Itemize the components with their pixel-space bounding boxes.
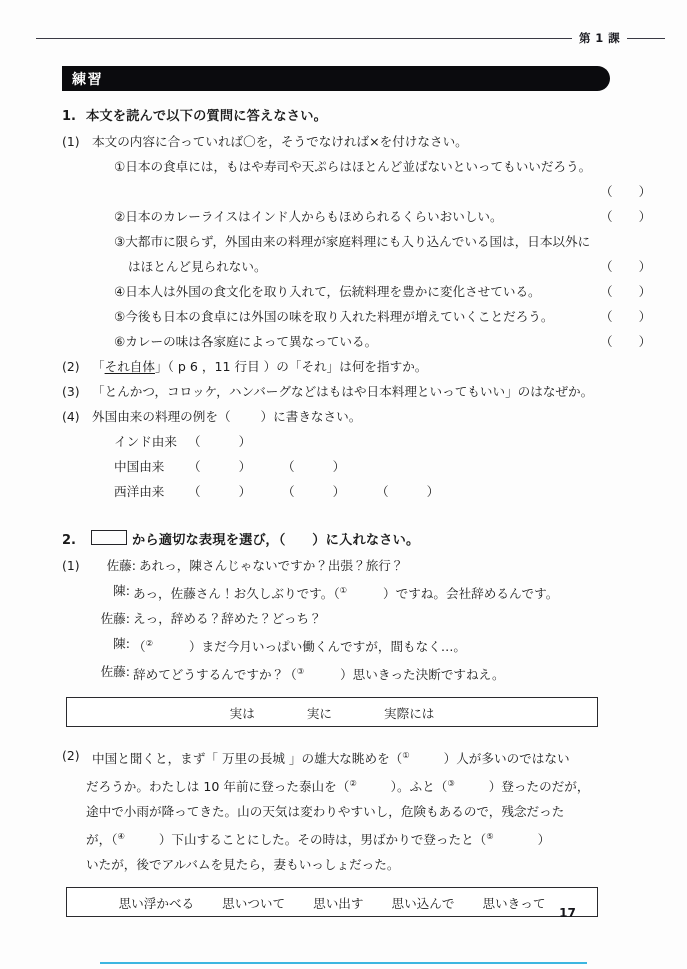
example-label: 中国由来: [114, 459, 165, 474]
dialogue-text: えっ，辞める？辞めた？どっち？: [133, 611, 322, 626]
example-blank[interactable]: （ ）: [188, 459, 252, 474]
header-rule-left: [36, 38, 572, 39]
statement-text: 日本人は外国の食文化を取り入れて，伝統料理を豊かに変化させている。: [125, 284, 541, 299]
text-seg: ）。ふと（: [390, 779, 448, 794]
word-bank-option[interactable]: 思い込んで: [391, 895, 455, 911]
text-seg: ）下山することにした。その時は，男ばかりで登ったと（: [158, 832, 487, 847]
answer-blank[interactable]: （ ）: [600, 209, 652, 224]
paragraph-line: [86, 771, 589, 799]
answer-blank[interactable]: （ ）: [600, 309, 652, 324]
statement-marker: ②: [114, 209, 126, 224]
dialogue-text-before: （: [133, 639, 146, 654]
statement-text: 大都市に限らず，外国由来の料理が家庭料理にも入り込んでいる国は，日本以外に: [125, 234, 591, 249]
section1-number: 1.: [62, 109, 76, 124]
example-blank[interactable]: （ ）: [282, 484, 346, 499]
section1-item-1-prompt: [62, 129, 662, 154]
dialogue-text-after: ）思いきった決断ですねえ。: [340, 667, 505, 682]
dialogue-text-before: 辞めてどうするんですか？（: [133, 667, 297, 682]
dialogue-text: [133, 631, 466, 659]
section-banner: [62, 66, 610, 91]
section2-heading-text: [86, 528, 419, 553]
statement-marker: ④: [114, 284, 126, 299]
section1-item-4: [62, 404, 662, 429]
example-blank[interactable]: （ ）: [282, 459, 346, 474]
dialogue-speaker: 陳:: [113, 636, 130, 651]
page-footer: [0, 906, 687, 920]
running-head: [36, 30, 665, 46]
dialogue-row: [62, 578, 662, 606]
header-rule-right: [627, 38, 665, 39]
dialogue-speaker: 佐藤:: [100, 611, 130, 626]
word-bank-option[interactable]: 思いついて: [222, 895, 286, 911]
spacer: [62, 731, 662, 743]
item-number: (2): [62, 748, 80, 763]
item-number: (2): [62, 359, 80, 374]
dialogue-speaker: 佐藤:: [106, 558, 136, 573]
example-row-china: [62, 454, 662, 479]
section1-heading: [62, 104, 662, 129]
example-row-western: [62, 479, 662, 504]
bottom-accent-rule: [100, 962, 587, 964]
statement-text: カレーの味は各家庭によって異なっている。: [125, 334, 378, 349]
statement-row: [62, 204, 662, 229]
section1-heading-text: 本文を読んで以下の質問に答えなさい。: [86, 109, 327, 124]
blank-marker: ③: [296, 666, 305, 676]
word-bank-option[interactable]: 実は: [229, 705, 255, 721]
text-seg: ）: [537, 832, 551, 847]
paragraph-row: [62, 799, 662, 824]
page-body: [62, 104, 662, 921]
statement-marker: ⑤: [114, 309, 126, 324]
paragraph-line: [92, 743, 570, 771]
answer-blank[interactable]: （ ）: [600, 334, 652, 349]
item-text: [92, 404, 361, 429]
statement-row: [62, 279, 662, 304]
statement-text-cont: はほとんど見られない。: [128, 259, 267, 274]
statement-text: 今後も日本の食卓には外国の味を取り入れた料理が増えていくことだろう。: [125, 309, 554, 324]
answer-blank[interactable]: （ ）: [600, 259, 652, 274]
paragraph-line: いたが，後でアルバムを見たら，妻もいっしょだった。: [86, 857, 400, 872]
paragraph-row: [62, 771, 662, 799]
underlined-phrase: それ自体: [104, 359, 155, 374]
item-text-after: ）に書きなさい。: [260, 409, 362, 424]
blank-marker: ⑤: [486, 831, 494, 841]
choice-box-icon: [91, 530, 127, 545]
lesson-label: 第 1 課: [578, 31, 620, 45]
blank-marker: ③: [447, 778, 455, 788]
paragraph-line: 途中で小雨が降ってきた。山の天気は変わりやすいし，危険もあるので，残念だった: [86, 804, 565, 819]
item-number: (1): [62, 558, 80, 573]
item-text-rest: 」（ p 6 ，11 行目 ）の「それ」は何を指すか。: [154, 359, 428, 374]
example-row-india: [62, 429, 662, 454]
example-blank[interactable]: （ ）: [188, 484, 252, 499]
section2-heading: [62, 528, 662, 553]
section2-item-1: [62, 553, 662, 578]
statement-text: 日本のカレーライスはインド人からもほめられるくらいおいしい。: [125, 209, 503, 224]
section2-heading-after: から適切な表現を選び，（ ）に入れなさい。: [132, 533, 420, 548]
item-number: (4): [62, 409, 80, 424]
word-bank-option[interactable]: 実に: [306, 705, 332, 721]
statement-row: [62, 154, 662, 179]
section1-item-3: [62, 379, 662, 404]
example-label: 西洋由来: [114, 484, 165, 499]
paragraph-row: [62, 852, 662, 877]
text-seg: 中国と聞くと，まず「 万里の長城 」の雄大な眺めを（: [92, 751, 403, 766]
answer-blank[interactable]: （ ）: [600, 184, 652, 199]
paragraph-line: [86, 824, 550, 852]
dialogue-text-after: ）まだ今月いっぱい働くんですが，間もなく…。: [188, 639, 466, 654]
word-bank-option[interactable]: 思い浮かべる: [118, 895, 195, 911]
dialogue-speaker: 陳:: [113, 583, 130, 598]
word-bank-option[interactable]: 思いきって: [482, 895, 546, 911]
item-number: (3): [62, 384, 80, 399]
statement-answer-row: [62, 179, 662, 204]
example-blank[interactable]: （ ）: [188, 434, 252, 449]
section-spacer: [62, 504, 662, 528]
text-seg: ）人が多いのではない: [443, 751, 570, 766]
dialogue-speaker: 佐藤:: [100, 664, 130, 679]
dialogue-row: [62, 606, 662, 631]
dialogue-text: あれっ，陳さんじゃないですか？出張？旅行？: [139, 558, 404, 573]
answer-blank[interactable]: （ ）: [600, 284, 652, 299]
blank-marker: ④: [117, 831, 125, 841]
dialogue-row: [62, 631, 662, 659]
statement-marker: ⑥: [114, 334, 126, 349]
blank-marker: ②: [145, 638, 153, 648]
section2-number: 2.: [62, 533, 76, 548]
example-label: インド由来: [114, 434, 177, 449]
item-text: 「とんかつ，コロッケ，ハンバーグなどはもはや日本料理といってもいい」のはなぜか。: [92, 384, 594, 399]
item-number: (1): [62, 134, 80, 149]
text-seg: が，（: [86, 832, 118, 847]
statement-row: [62, 329, 662, 354]
dialogue-text: [133, 659, 505, 687]
item-text: [92, 354, 427, 379]
item-text-before: 外国由来の料理の例を（: [92, 409, 231, 424]
blank-marker: ①: [402, 750, 410, 760]
blank-marker: ②: [349, 778, 357, 788]
statement-text: 日本の食卓には，もはや寿司や天ぷらはほとんど並ばないといってもいいだろう。: [125, 159, 592, 174]
dialogue-text: [133, 578, 558, 606]
word-bank-option[interactable]: 実際には: [384, 705, 435, 721]
word-bank-option[interactable]: 思い出す: [313, 895, 364, 911]
statement-row: [62, 229, 662, 254]
quote-open: 「: [92, 359, 105, 374]
section-banner-label: 練習: [72, 71, 103, 88]
item-prompt-text: 本文の内容に合っていれば〇を，そうでなければ×を付けなさい。: [92, 134, 468, 149]
dialogue-text-before: あっ，佐藤さん！お久しぶりです。（: [133, 586, 340, 601]
statement-row: [62, 304, 662, 329]
statement-marker: ③: [114, 234, 126, 249]
text-seg: だろうか。わたしは 10 年前に登った泰山を（: [86, 779, 350, 794]
word-bank-1: [66, 697, 598, 727]
statement-row-continued: [62, 254, 662, 279]
example-blank[interactable]: （ ）: [376, 484, 440, 499]
dialogue-row: [62, 659, 662, 687]
section1-item-2: [62, 354, 662, 379]
text-seg: ）登ったのだが，: [488, 779, 590, 794]
blank-marker: ①: [339, 585, 348, 595]
page-number: 17: [559, 906, 576, 920]
paragraph-row: [62, 824, 662, 852]
section2-item-2: [62, 743, 662, 771]
dialogue-text-after: ）ですね。会社辞めるんです。: [383, 586, 559, 601]
statement-marker: ①: [114, 159, 126, 174]
